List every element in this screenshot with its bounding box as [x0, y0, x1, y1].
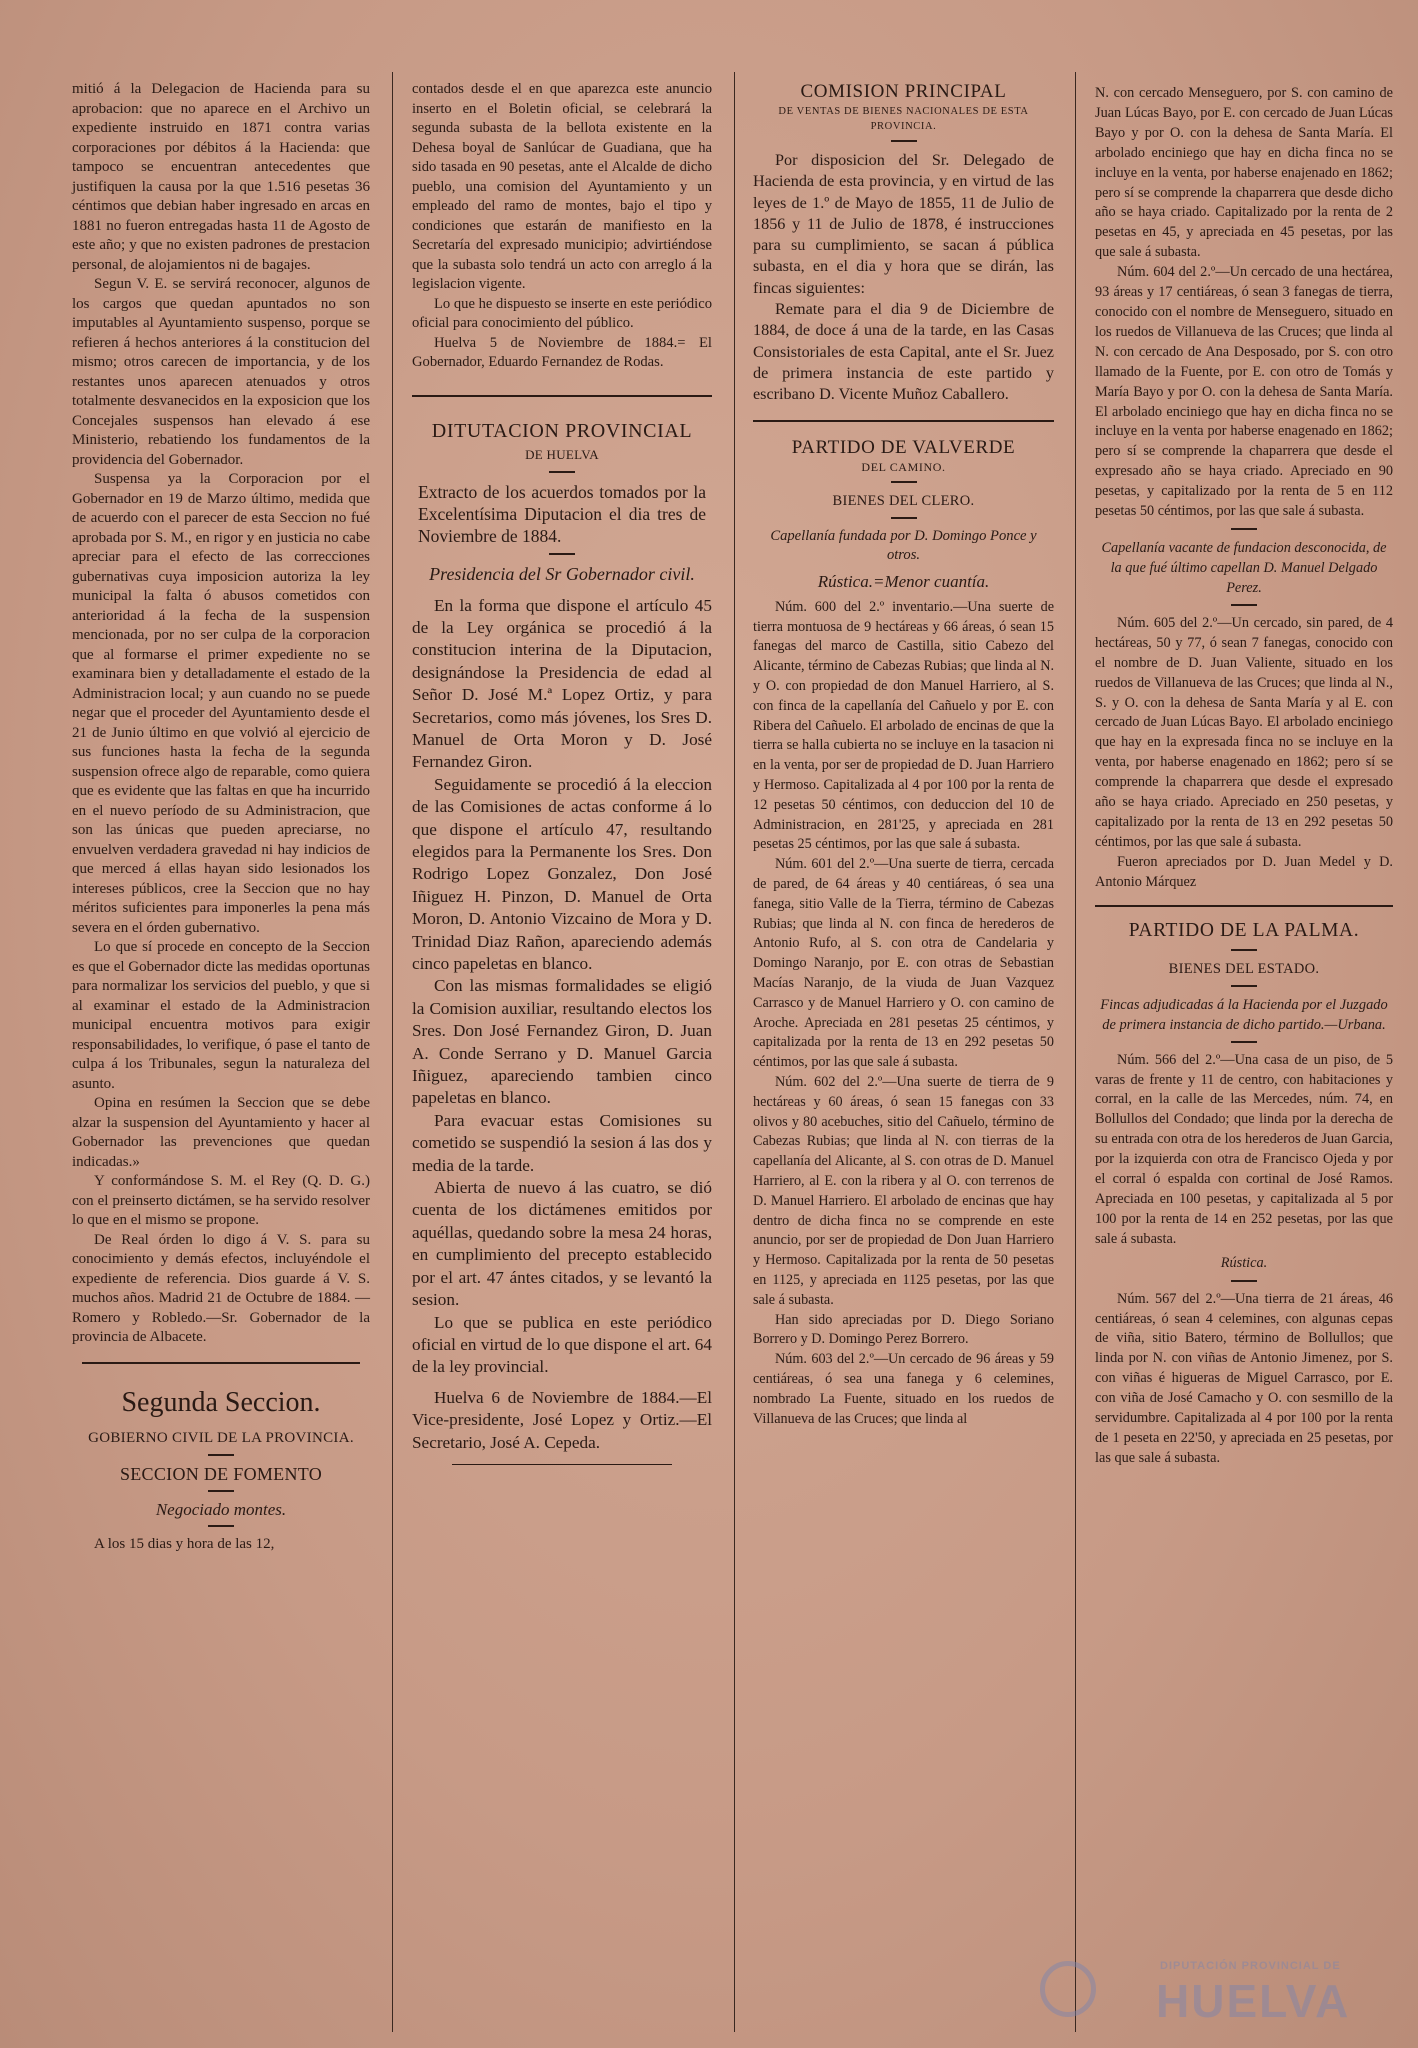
watermark-small: DIPUTACIÓN PROVINCIAL DE — [1160, 1960, 1341, 1972]
rustica-heading: Rústica.=Menor cuantía. — [817, 571, 990, 591]
dash — [1231, 528, 1257, 530]
column-4 — [1095, 84, 1393, 1469]
paragraph: Núm. 566 del 2.º—Una casa de un piso, de 5 varas de frente y 11 de centro, con habitaciones y corral, en la calle de las Mercedes, núm. 74, en Bollullos del Condado; que linda por la derecha de su entrada con otra de los herederos de Juan Garcia, por la izquierda con otra de Francisco Ojeda y por el corral ó espalda con cortinal de José Ramos. Apreciada en 100 pesetas, y capitalizada al 5 por 100 por la renta de 14 en 252 pesetas, por las que sale á subasta. — [1095, 1051, 1393, 1247]
diputacion-title: DITUTACION PROVINCIAL — [431, 419, 693, 442]
dash — [549, 471, 575, 473]
bienes-heading: BIENES DEL CLERO. — [832, 492, 975, 509]
paragraph: Suspensa ya la Corporacion por el Gobernador en 19 de Marzo último, medida que de acuerdo con el parecer de esta Seccion no fué aprobada por S. M., en rigor y en justicia no cabe apreciar para el efecto de las correcciones gubernativas cuya imposicion autoriza la ley municipal la falta ó abusos cometidos con anterioridad á la fecha de la suspension mencionada, por no ser culpa de la corporacion que al formarse el primer expediente no se examinara bien y detalladamente el estado de la Administracion local; y aun cuando no se puede negar que el proceder del Ayuntamiento desde el 21 de Junio último en que volvió al ejercicio de sus funciones hasta la fecha de la segunda suspension ofrece algo de reparable, como quiera que es evidente que las faltas en que ha incurrido en el nuevo período de su Administracion, que son las únicas que pueden apreciarse, no envuelven verdadera gravedad ni hay indicios de que merced á ellas hayan sido lesionados los intereses públicos, cree la Seccion que no hay méritos suficientes para imponerles la pena más severa en el órden gubernativo. — [72, 471, 370, 936]
section-title: Segunda Seccion. — [121, 1386, 321, 1418]
paragraph: Núm. 602 del 2.º—Una suerte de tierra de 9 hectáreas y 60 áreas, ó sean 15 fanegas con 33 olivos y 80 acebuches, sitio del Cañuelo, término de Cabezas Rubias; que linda al N. con tierras de la capellanía del Alicante, al S. con otras de D. Manuel Harriero, al E. con la ribera y al O. con terrenos de D. Manuel Harriero. El arbolado de encinas que hay dentro de dicha finca no se comprende en este anuncio, por ser de propiedad de Don Juan Harriero y Hermoso. Capitalizada por la renta de 50 pesetas en 1125, y apreciada en 1125 pesetas, por las que sale á subasta. — [753, 1073, 1054, 1308]
dash — [208, 1454, 234, 1456]
paragraph: Han sido apreciadas por D. Diego Soriano Borrero y D. Domingo Perez Borrero. — [753, 1311, 1054, 1348]
fincas-heading: Fincas adjudicadas á la Hacienda por el Juzgado de primera instancia de dicho partido.—Urbana. — [1100, 996, 1388, 1033]
capellania-heading: Capellanía fundada por D. Domingo Ponce y otros. — [770, 527, 1037, 563]
paragraph: Para evacuar estas Comisiones su cometido se suspendió la sesion á las dos y media de la tarde. — [412, 1110, 712, 1175]
dash — [1231, 604, 1257, 606]
column-2 — [412, 80, 712, 1475]
paragraph: Fueron apreciados por D. Juan Medel y D. Antonio Márquez — [1095, 853, 1393, 890]
dash — [891, 140, 917, 142]
paragraph: Segun V. E. se servirá reconocer, algunos de los cargos que quedan apuntados no son imputables al Ayuntamiento suspenso, porque se refieren á hechos anteriores á la constitucion del mismo; otros carecen de importancia, y de los restantes unos aparecen atenuados y otros totalmente desvanecidos en la exposicion que los Concejales suspensos han elevado á ese Ministerio, rebatiendo los fundamentos de la providencia del Gobernador. — [72, 276, 370, 468]
column-1 — [72, 80, 370, 1555]
paragraph: Opina en resúmen la Seccion que se debe alzar la suspension del Ayuntamiento y hacer al Gobernador las prevenciones que quedan indicadas.» — [72, 1095, 370, 1170]
column-divider — [392, 72, 393, 2032]
paragraph: Huelva 5 de Noviembre de 1884.= El Gobernador, Eduardo Fernandez de Rodas. — [412, 334, 712, 370]
paragraph: A los 15 dias y hora de las 12, — [94, 1536, 275, 1552]
dash — [1231, 949, 1257, 951]
end-rule — [452, 1464, 672, 1465]
comision-subtitle: DE VENTAS DE BIENES NACIONALES DE ESTA PROVINCIA. — [778, 106, 1029, 132]
dash — [1231, 1280, 1257, 1282]
column-divider — [734, 72, 735, 2032]
paragraph: Núm. 605 del 2.º—Un cercado, sin pared, de 4 hectáreas, 50 y 77, ó sean 7 fanegas, conocido con el nombre de D. Juan Valiente, situado en los ruedos de Villanueva de las Cruces; que linda al N., S. y O. con la dehesa de Santa María y al E. con cercado de Juan Lúcas Bayo. El arbolado enciniego que hay en la expresada finca no se incluye en la venta, por haberse enagenado en 1862; pero sí se comprende la chaparrera que desde el expresado año se haya criado. Apreciado en 250 pesetas, y capitalizado por la renta de 13 en 292 pesetas 50 céntimos, por las que sale á subasta. — [1095, 614, 1393, 850]
dash — [1231, 1041, 1257, 1043]
paragraph: Lo que he dispuesto se inserte en este periódico oficial para conocimiento del público. — [412, 295, 713, 331]
dash — [208, 1490, 234, 1492]
diputacion-subtitle: DE HUELVA — [525, 446, 599, 462]
section-rule — [82, 1362, 360, 1364]
paragraph: Núm. 601 del 2.º—Una suerte de tierra, cercada de pared, de 64 áreas y 40 centiáreas, ó sea una fanega, sitio Valle de la Tierra, término de Cabezas Rubias; que linda al N. con finca de herederos de Antonio Rufo, al S. con otra de Candelaria y Domingo Naranjo, por E. con otras de Sebastian Macías Naranjo, de la viuda de Juan Vazquez Carrasco y de Manuel Harriero y O. con camino de Aroche. Apreciada en 281 pesetas 25 céntimos, y capitalizada por la renta de 13 en 292 pesetas 50 céntimos, por las que sale á subasta. — [753, 856, 1054, 1071]
paragraph: Núm. 603 del 2.º—Un cercado de 96 áreas y 59 centiáreas, ó sea una fanega y 6 celemines, nombrado La Fuente, situado en los ruedos de Villanueva de las Cruces; que linda al — [753, 1351, 1054, 1427]
watermark-big: HUELVA — [1156, 1975, 1351, 2027]
comision-title: COMISION PRINCIPAL — [800, 81, 1007, 102]
paragraph: Abierta de nuevo á las cuatro, se dió cuenta de los dictámenes emitidos por aquéllas, quedando sobre la mesa 24 horas, en cumplimiento del precepto establecido por el art. 47 ántes citados, y se levantó la sesion. — [412, 1178, 712, 1310]
paragraph: Lo que sí procede en concepto de la Seccion es que el Gobernador dicte las medidas oportunas para normalizar los servicios del pueblo, y que si al examinar el estado de la Administracion municipal encuentra motivos para exigir responsabilidades, lo verifique, ó pase el tanto de culpa á los Tribunales, segun la naturaleza del asunto. — [72, 939, 370, 1092]
watermark-emblem-icon — [1040, 1961, 1096, 2017]
fomento-heading: SECCION DE FOMENTO — [119, 1463, 323, 1484]
partido-title: PARTIDO DE VALVERDE — [791, 436, 1016, 458]
section-rule — [1095, 905, 1393, 907]
paragraph: Núm. 604 del 2.º—Un cercado de una hectárea, 93 áreas y 17 centiáreas, ó sean 3 fanegas de tierra, conocido con el nombre de Menseguero, situado en los ruedos de Villanueva de las Cruces; que linda al N. con cercado de Ana Desposado, por S. con otro llamado de la Fuente, por E. con otro de Tomás y María Bayo y por O. con la dehesa de Santa María. El arbolado enciniego que hay en dicha finca no se incluye en la venta por haberse enagenado en 1862; pero sí se comprende la chaparrera que desde el expresado año se haya criado. Apreciado en 90 pesetas, y capitalizado por la renta de 5 en 112 pesetas 50 céntimos, por las que sale á subasta. — [1095, 264, 1393, 520]
paragraph: Y conformándose S. M. el Rey (Q. D. G.) con el preinserto dictámen, se ha servido resolver lo que en el mismo se propone. — [72, 1173, 370, 1228]
watermark-logo — [1040, 1958, 1360, 2028]
paragraph: Huelva 6 de Noviembre de 1884.—El Vice-presidente, José Lopez y Ortiz.—El Secretario, José A. Cepeda. — [412, 1387, 712, 1452]
column-divider — [1075, 72, 1076, 2032]
paragraph: Núm. 600 del 2.º inventario.—Una suerte de tierra montuosa de 9 hectáreas y 66 áreas, ó sean 15 fanegas del marco de Castilla, sitio Cabezo del Alicante, término de Cabezas Rubias; que linda al N. y O. con propiedad de don Manuel Harriero, al S. con finca de la capellanía del Cañuelo y por E. con Ribera del Cañuelo. El arbolado de encinas de que la tierra se halla cubierta no se incluye en la tasacion ni en la venta, por ser de propiedad de D. Juan Harriero y Hermoso. Capitalizada al 4 por 100 por la renta de 12 pesetas 50 céntimos, con deduccion del 10 de Administracion, en 281'25, y apreciada en 281 pesetas 25 céntimos, por las que sale á subasta. — [753, 598, 1054, 853]
negociado-heading: Negociado montes. — [155, 1499, 287, 1519]
gobierno-heading: GOBIERNO CIVIL DE LA PROVINCIA. — [88, 1429, 354, 1446]
dash — [891, 481, 917, 483]
partido-title: PARTIDO DE LA PALMA. — [1128, 919, 1360, 941]
capellania-heading: Capellanía vacante de fundacion desconocida, de la que fué último capellan D. Manuel Delgado Perez. — [1101, 539, 1387, 596]
paragraph: En la forma que dispone el artículo 45 de la Ley orgánica se procedió á la constitucion interina de la Diputacion, designándose la Presidencia de edad al Señor D. José M.ª Lopez Ortiz, y para Secretarios, como más jóvenes, los Sres D. Manuel de Orta Moron y D. José Fernandez Giron. — [412, 595, 712, 772]
dash — [549, 553, 575, 555]
paragraph: Núm. 567 del 2.º—Una tierra de 21 áreas, 46 centiáreas, ó sean 4 celemines, con algunas cepas de viña, sitio Batero, término de Bollullos; que linda por N. con viñas de Antonio Jimenez, por S. con viñas é higueras de Miguel Carrasco, por E. con viña de José Camacho y O. con sesmillo de la servidumbre. Capitalizada al 4 por 100 por la renta de 1 peseta en 22'50, y apreciada en 25 pesetas, por las que sale á subasta. — [1095, 1290, 1393, 1466]
section-rule — [753, 420, 1054, 422]
paragraph: Lo que se publica en este periódico oficial en virtud de lo que dispone el art. 64 de la ley provincial. — [412, 1312, 712, 1377]
paragraph: N. con cercado Menseguero, por S. con camino de Juan Lúcas Bayo, por E. con cercado de Juan Lúcas Bayo y por O. con la dehesa de Santa María. El arbolado enciniego que hay en dicha finca no se incluye en la venta, por haberse enajenado en 1862; pero sí se comprende la chaparrera que desde dicho año se haya criado. Capitalizado por la renta de 2 pesetas en 45, y apreciada en 45 pesetas, por las que sale á subasta. — [1095, 85, 1393, 261]
dash — [208, 1525, 234, 1527]
rustica-heading: Rústica. — [1220, 1254, 1268, 1271]
paragraph: Remate para el dia 9 de Diciembre de 1884, de doce á una de la tarde, en las Casas Consistoriales de esta Capital, ante el Sr. Juez de primera instancia de este partido y escribano D. Vicente Muñoz Caballero. — [753, 300, 1054, 404]
paragraph: mitió á la Delegacion de Hacienda para su aprobacion: que no aparece en el Archivo un expediente instruido en 1871 contra varias corporaciones por débitos á la Hacienda: que tampoco se encuentran antecedentes que justifiquen la causa por la que 1.516 pesetas 36 céntimos que debian haber ingresado en arcas en 1881 no fueron entregadas hasta 11 de Agosto de este año; y que no existen padrones de prestacion personal, de alojamientos ni de bagajes. — [72, 81, 370, 273]
presidencia-heading: Presidencia del Sr Gobernador civil. — [429, 563, 695, 584]
dash — [1231, 985, 1257, 987]
bienes-heading: BIENES DEL ESTADO. — [1168, 960, 1320, 977]
extracto: Extracto de los acuerdos tomados por la Excelentísima Diputacion el dia tres de Noviembre de 1884. — [418, 481, 706, 546]
partido-subtitle: DEL CAMINO. — [861, 459, 946, 474]
section-rule — [412, 395, 712, 397]
paragraph: Por disposicion del Sr. Delegado de Hacienda de esta provincia, y en virtud de las leyes de 1.º de Mayo de 1855, 11 de Julio de 1856 y 11 de Julio de 1878, é instrucciones para su cumplimiento, se sacan á pública subasta, en el dia y hora que se dirán, las fincas siguientes: — [753, 151, 1054, 297]
paragraph: contados desde el en que aparezca este anuncio inserto en el Boletin oficial, se celebrará la segunda subasta de la bellota existente en la Dehesa boyal de Sanlúcar de Guadiana, que ha sido tasada en 90 pesetas, ante el Alcalde de dicho pueblo, una comision del Ayuntamiento y un empleado del ramo de montes, bajo el tipo y condiciones que estarán de manifiesto en la Secretaría del expresado municipio; advirtiéndose que la subasta solo tendrá un acto con arreglo á la legislacion vigente. — [412, 81, 712, 292]
column-3 — [753, 80, 1054, 1429]
paragraph: Con las mismas formalidades se eligió la Comision auxiliar, resultando electos los Sres. Don José Fernandez Giron, D. Juan A. Conde Serrano y D. Manuel Garcia Iñiguez, apareciendo tambien cinco papeletas en blanco. — [412, 976, 712, 1108]
paragraph: Seguidamente se procedió á la eleccion de las Comisiones de actas conforme á lo que dispone el artículo 47, resultando elegidos para la Permanente los Sres. Don Rodrigo Lopez Gonzalez, Don José Iñiguez H. Pinzon, D. Manuel de Orta Moron, D. Antonio Vizcaino de Mora y D. Trinidad Diaz Rañon, apareciendo además cinco papeletas en blanco. — [412, 774, 712, 973]
paragraph: De Real órden lo digo á V. S. para su conocimiento y demás efectos, incluyéndole el expediente de referencia. Dios guarde á V. S. muchos años. Madrid 21 de Octubre de 1884. —Romero y Robledo.—Sr. Gobernador de la provincia de Albacete. — [72, 1231, 370, 1345]
dash — [891, 517, 917, 519]
